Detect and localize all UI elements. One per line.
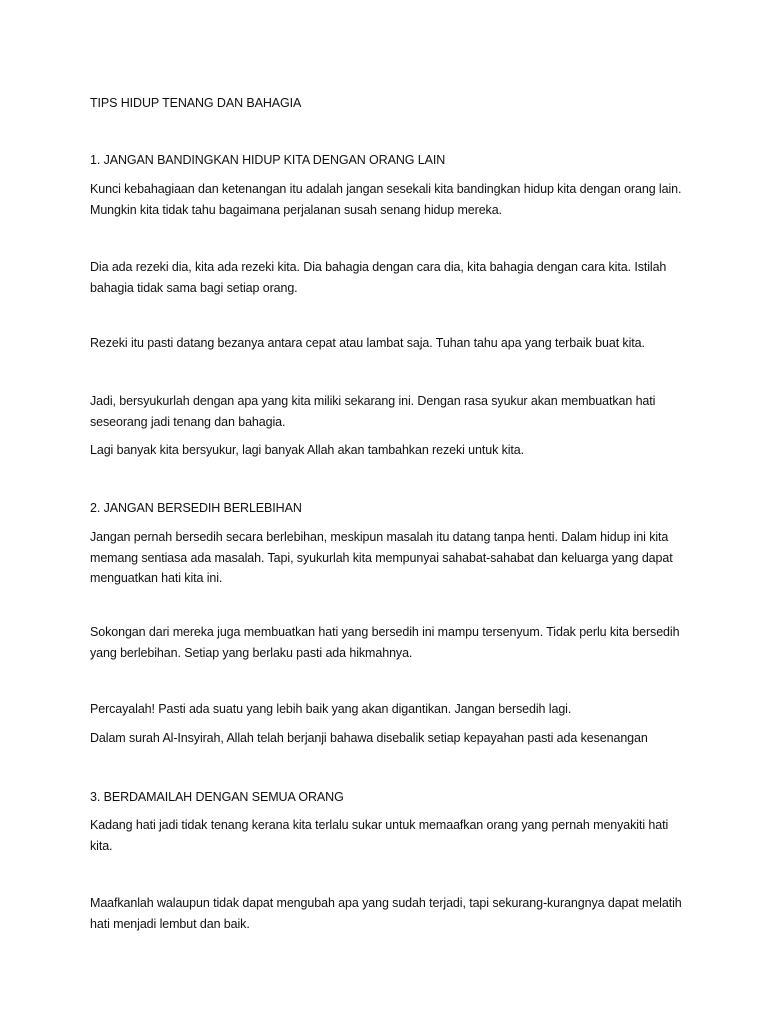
document-title: TIPS HIDUP TENANG DAN BAHAGIA: [90, 96, 302, 110]
section-2-paragraph-4: Dalam surah Al-Insyirah, Allah telah berjanji bahawa disebalik setiap kepayahan pasti ada kesenangan: [90, 731, 648, 745]
section-1-paragraph-2: Dia ada rezeki dia, kita ada rezeki kita. Dia bahagia dengan cara dia, kita bahagia dengan cara kita. Istilah bahagia tidak sama bagi setiap orang.: [90, 260, 667, 295]
section-2-paragraph-1: Jangan pernah bersedih secara berlebihan, meskipun masalah itu datang tanpa henti. Dalam hidup ini kita memang sentiasa ada masalah. Tapi, syukurlah kita mempunyai sahabat-sahabat dan keluarga yang dapat menguatkan hati kita ini.: [90, 530, 673, 585]
section-2-paragraph-2: Sokongan dari mereka juga membuatkan hati yang bersedih ini mampu tersenyum. Tidak perlu kita bersedih yang berlebihan. Setiap yang berlaku pasti ada hikmahnya.: [90, 625, 680, 660]
section-3-heading: 3. BERDAMAILAH DENGAN SEMUA ORANG: [90, 790, 344, 804]
section-2-paragraph-3: Percayalah! Pasti ada suatu yang lebih baik yang akan digantikan. Jangan bersedih lagi.: [90, 702, 572, 716]
section-3-paragraph-1: Kadang hati jadi tidak tenang kerana kita terlalu sukar untuk memaafkan orang yang pernah menyakiti hati kita.: [90, 818, 669, 853]
section-1-heading: 1. JANGAN BANDINGKAN HIDUP KITA DENGAN ORANG LAIN: [90, 153, 446, 167]
section-1-paragraph-5: Lagi banyak kita bersyukur, lagi banyak Allah akan tambahkan rezeki untuk kita.: [90, 443, 525, 457]
section-1-paragraph-4: Jadi, bersyukurlah dengan apa yang kita miliki sekarang ini. Dengan rasa syukur akan membuatkan hati seseorang jadi tenang dan bahagia.: [90, 394, 656, 429]
section-1-paragraph-1: Kunci kebahagiaan dan ketenangan itu adalah jangan sesekali kita bandingkan hidup kita dengan orang lain. Mungkin kita tidak tahu bagaimana perjalanan susah senang hidup mereka.: [90, 182, 682, 217]
section-3-paragraph-2: Maafkanlah walaupun tidak dapat mengubah apa yang sudah terjadi, tapi sekurang-kurangnya dapat melatih hati menjadi lembut dan baik.: [90, 896, 682, 931]
section-2-heading: 2. JANGAN BERSEDIH BERLEBIHAN: [90, 501, 302, 515]
section-1-paragraph-3: Rezeki itu pasti datang bezanya antara cepat atau lambat saja. Tuhan tahu apa yang terbaik buat kita.: [90, 336, 645, 350]
